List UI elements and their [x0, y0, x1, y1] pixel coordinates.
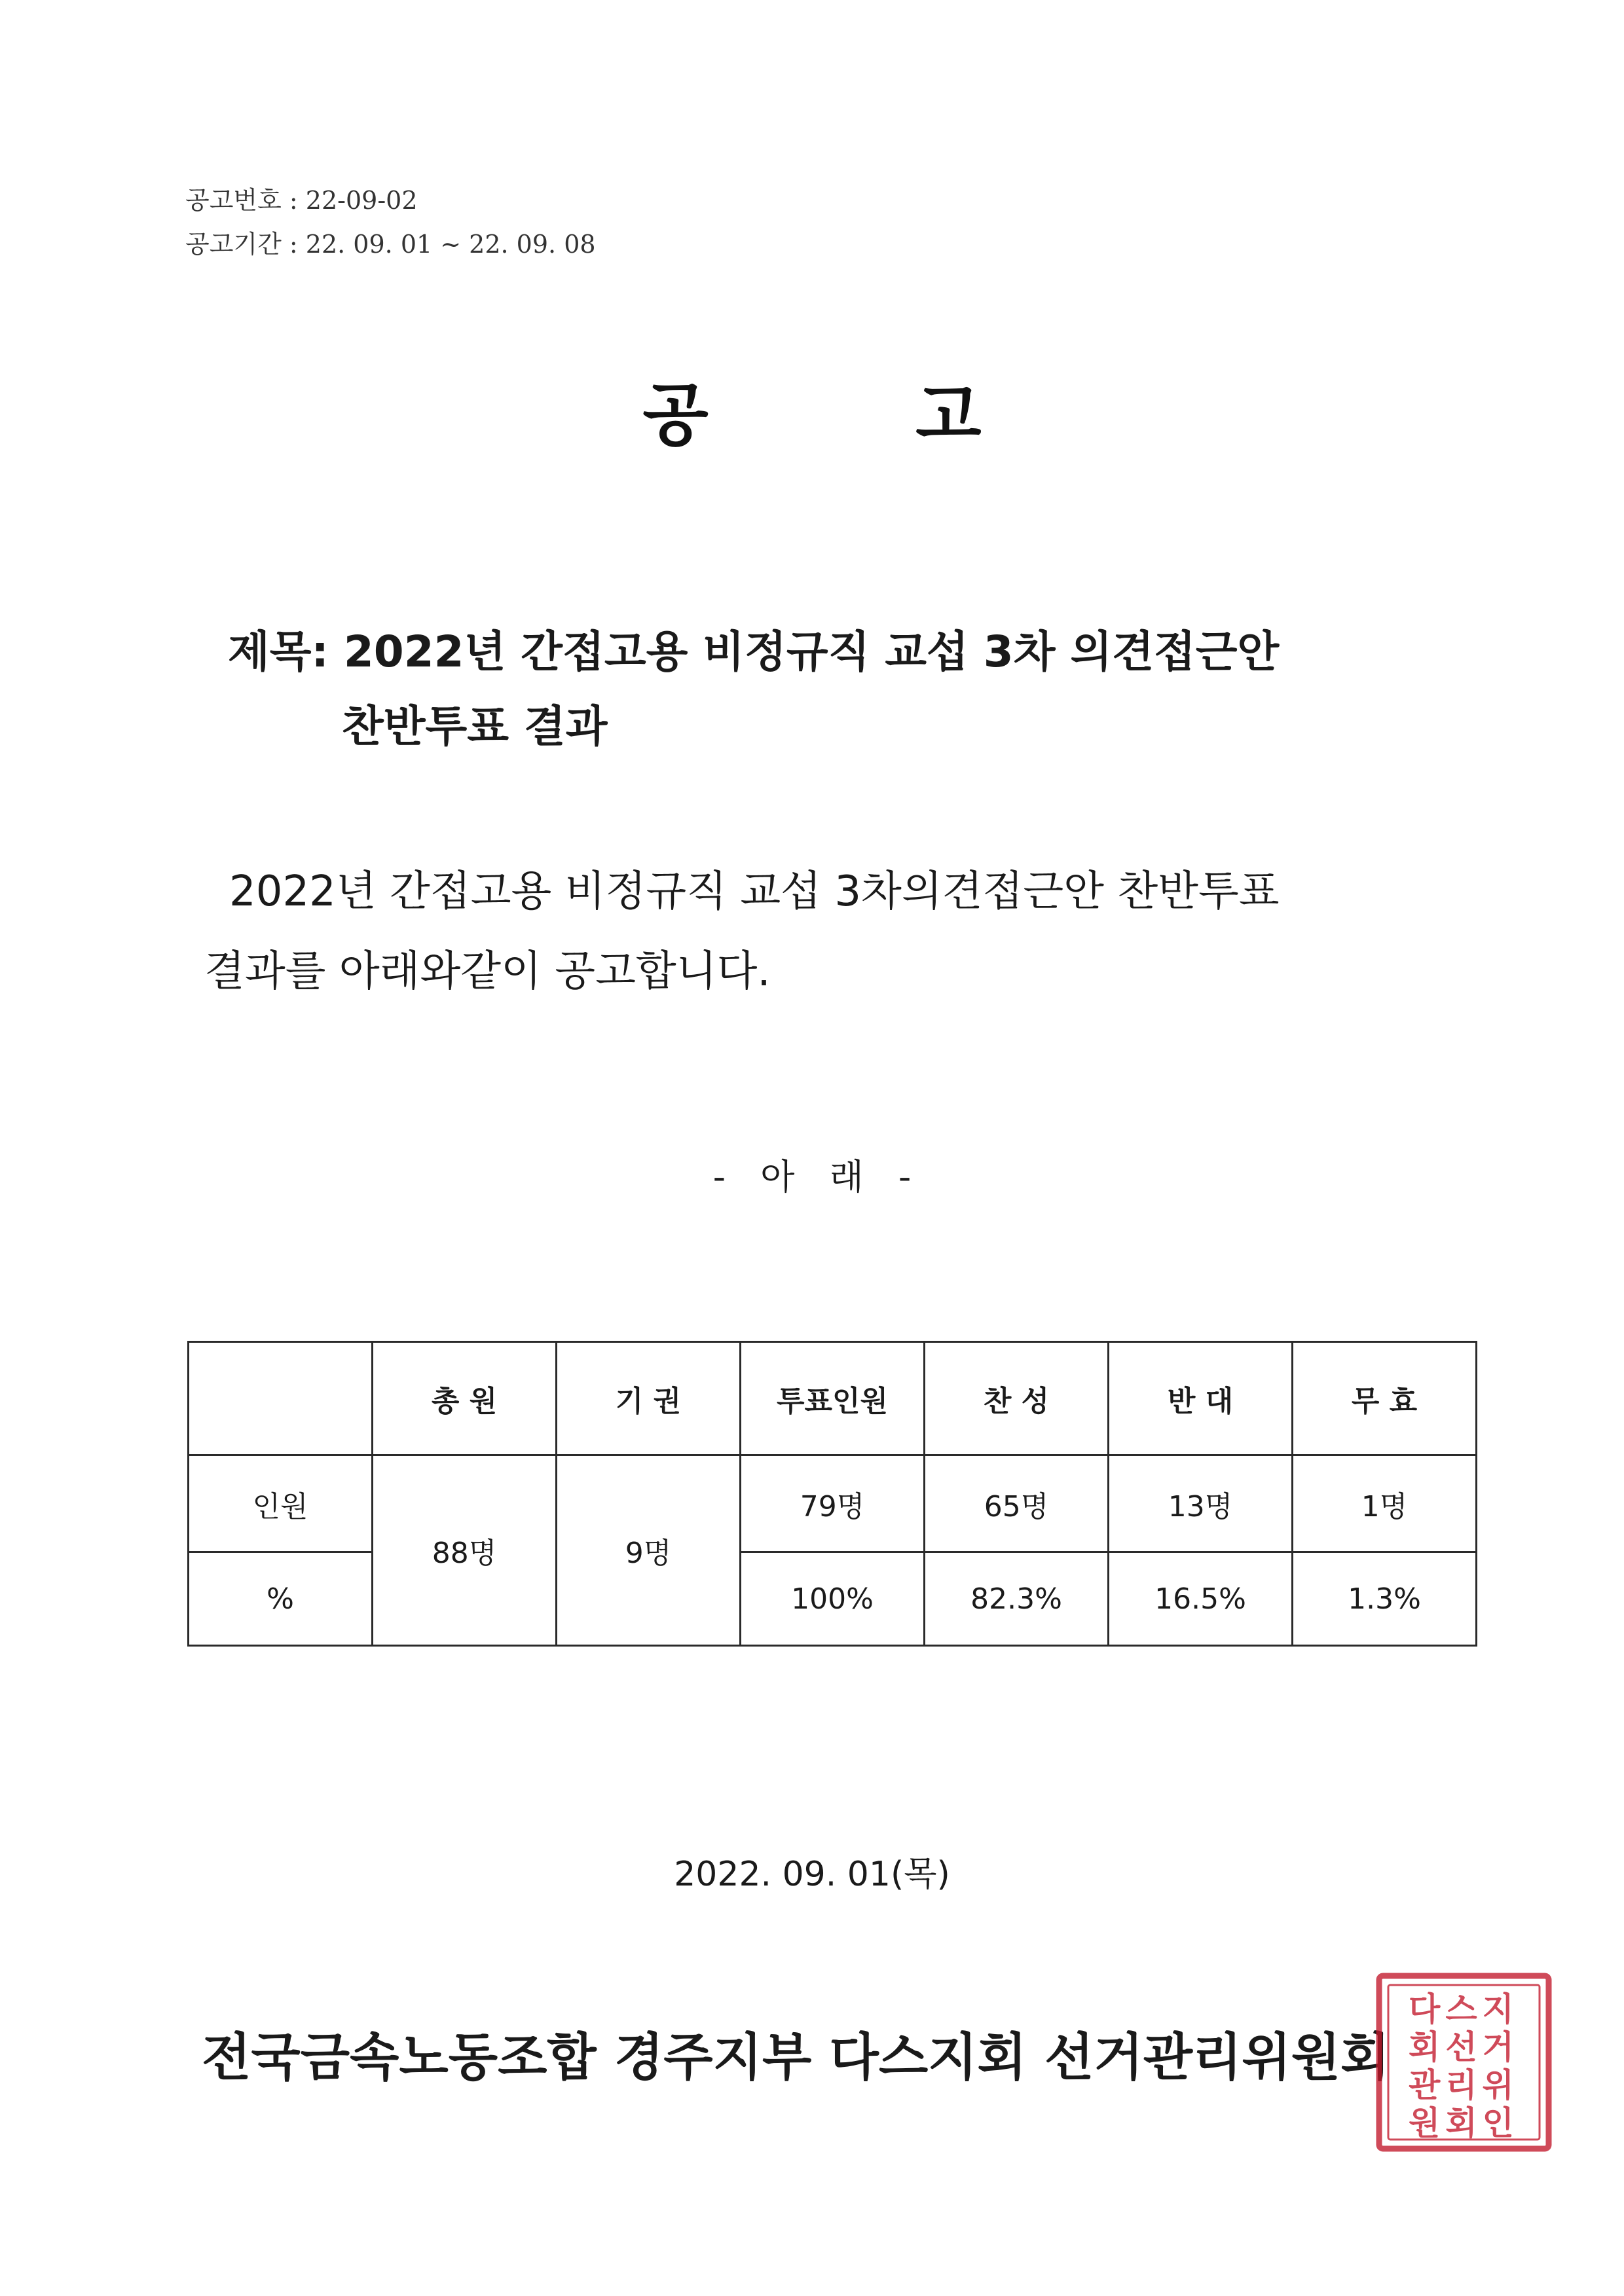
- header-abstain: 기 권: [557, 1342, 741, 1455]
- seal-text-row: 원회인: [1409, 2104, 1519, 2142]
- header-blank: [189, 1342, 373, 1455]
- document-heading: 공 고: [642, 375, 1073, 455]
- details-heading: - 아 래 -: [712, 1156, 912, 1197]
- cell-for-percent: 82.3%: [925, 1552, 1109, 1646]
- row-label-percent: %: [189, 1552, 373, 1646]
- cell-abstain: 9명: [557, 1455, 741, 1646]
- notice-period: 공고기간 : 22. 09. 01 ~ 22. 09. 08: [185, 230, 596, 259]
- seal-text-row: 다스지: [1409, 1990, 1519, 2028]
- body-line-2: 결과를 아래와같이 공고합니다.: [204, 947, 771, 996]
- official-seal-icon: [1374, 1971, 1554, 2154]
- header-voters: 투표인원: [741, 1342, 925, 1455]
- cell-voters-count: 79명: [741, 1455, 925, 1552]
- cell-total: 88명: [373, 1455, 557, 1646]
- issue-date: 2022. 09. 01(목): [674, 1855, 950, 1894]
- issuer-name: 전국금속노동조합 경주지부 다스지회 선거관리위원회: [202, 2028, 1390, 2087]
- row-label-count: 인원: [189, 1455, 373, 1552]
- seal-text-row: 관리위: [1409, 2066, 1519, 2104]
- cell-against-count: 13명: [1109, 1455, 1293, 1552]
- vote-results-table: [187, 1341, 1477, 1647]
- notice-number: 공고번호 : 22-09-02: [185, 186, 418, 215]
- body-line-1: 2022년 간접고용 비정규직 교섭 3차의견접근안 찬반투표: [229, 867, 1280, 916]
- header-for: 찬 성: [925, 1342, 1109, 1455]
- cell-against-percent: 16.5%: [1109, 1552, 1293, 1646]
- cell-for-count: 65명: [925, 1455, 1109, 1552]
- subject-line-1: 제목: 2022년 간접고용 비정규직 교섭 3차 의견접근안: [228, 627, 1280, 677]
- cell-invalid-percent: 1.3%: [1293, 1552, 1477, 1646]
- seal-text-row: 회선거: [1409, 2028, 1519, 2066]
- cell-voters-percent: 100%: [741, 1552, 925, 1646]
- subject-line-2: 찬반투표 결과: [342, 701, 608, 752]
- table-row-count: [189, 1455, 1477, 1552]
- header-invalid: 무 효: [1293, 1342, 1477, 1455]
- header-against: 반 대: [1109, 1342, 1293, 1455]
- table-header-row: [189, 1342, 1477, 1455]
- cell-invalid-count: 1명: [1293, 1455, 1477, 1552]
- header-total: 총 원: [373, 1342, 557, 1455]
